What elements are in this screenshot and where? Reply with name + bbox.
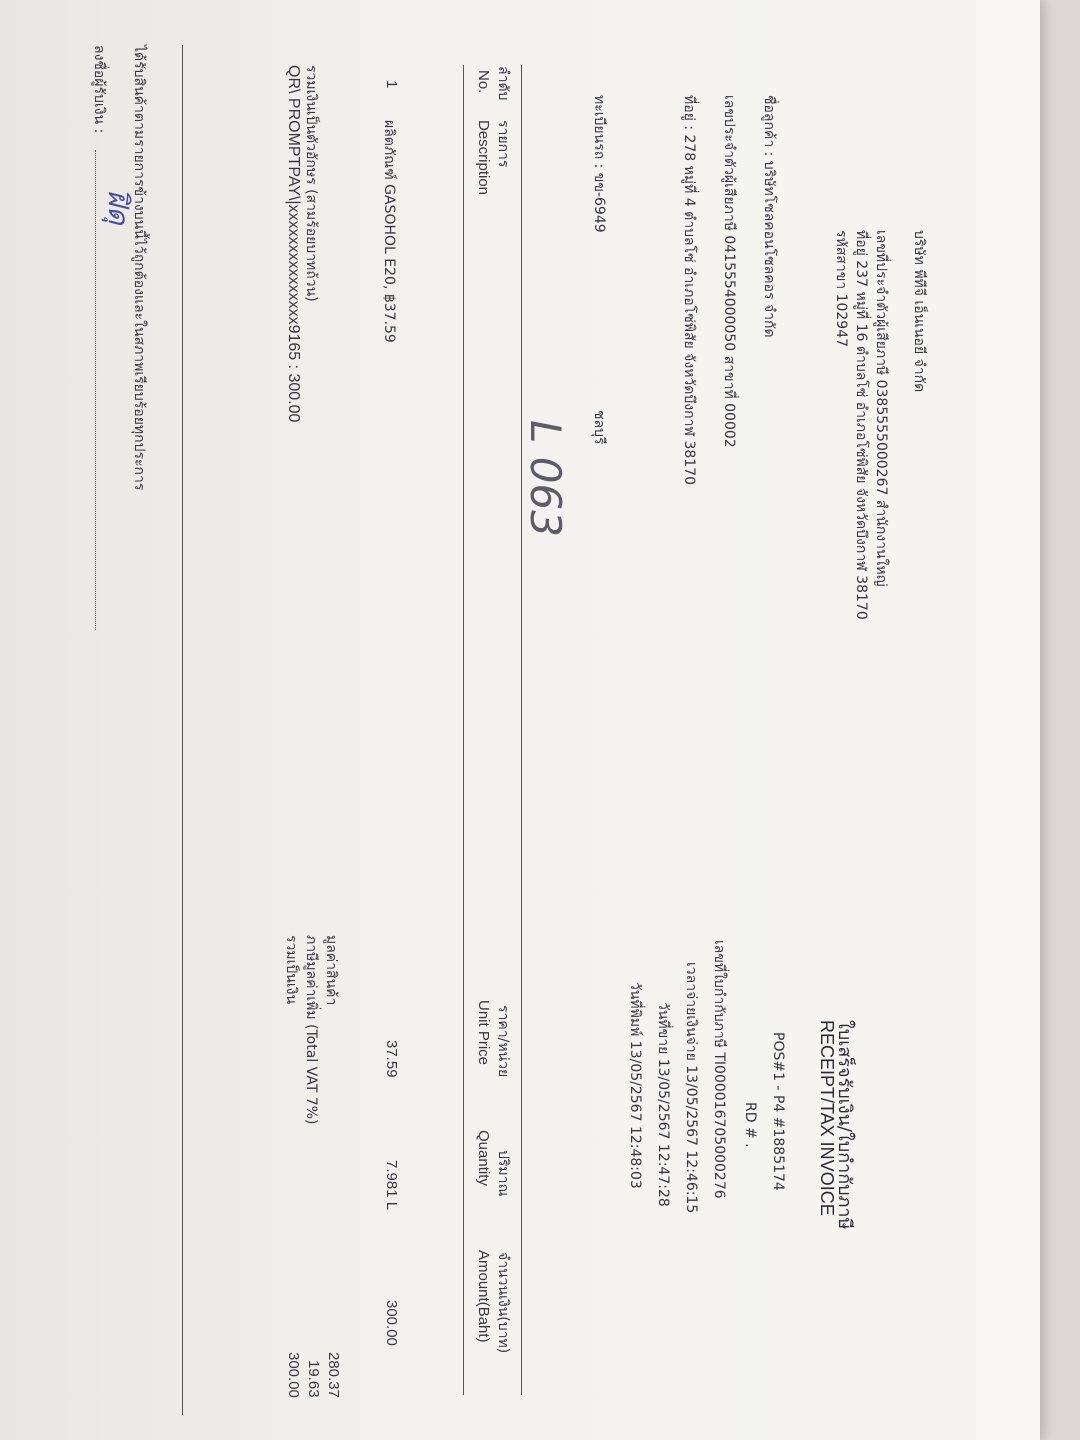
vat-value: 19.63 [305,1360,322,1398]
handwritten-note: L 063 [521,420,570,537]
col-desc-th: รายการ [495,120,511,168]
total-value: 300.00 [285,1352,302,1398]
payment-line: QR\ PROMPTPAY\|xxxxxxxxxxxxxxx9165 : 300.00 [285,65,302,423]
col-no-en: No. [475,70,492,94]
tax-invoice-number: เลขที่ใบกำกับภาษี TI000016705000276 [711,940,727,1199]
col-price-th: ราคา/หน่วย [495,1005,511,1078]
col-qty-en: Quantity [475,1130,492,1186]
col-price-en: Unit Price [475,1000,492,1066]
customer-tax: เลขประจำตัวผู้เสียภาษี 0415554000050 สาขาที่ 00002 [721,95,737,448]
doc-title-en: RECEIPT/TAX INVOICE [817,1020,837,1216]
col-amount-en: Amount(Baht) [475,1250,492,1343]
row-no: 1 [383,80,400,89]
col-desc-en: Description [475,120,492,196]
seller-address: ที่อยู่ 237 หมู่ที่ 16 ตำบลโซ่ อำเภอโซ่พิสัย จังหวัดบึงกาฬ 38170 [853,230,869,620]
customer-name: ชื่อลูกค้า : บริษัทโซลคอนโซลคอร จำกัด [761,95,777,338]
received-statement: ได้รับสินค้าตามรายการข้างบนนี้ไว้ถูกต้องและในสภาพเรียบร้อยทุกประการ [131,45,147,491]
table-header-rule [463,65,464,1395]
col-qty-th: ปริมาณ [495,1150,511,1197]
doc-title-th: ใบเสร็จรับเงิน/ใบกำกับภาษี [834,1020,855,1230]
signature: ฝิดุ [102,190,135,225]
footer-rule [182,45,183,1415]
table-top-rule [521,65,522,1395]
date-print: วันที่พิมพ์ 13/05/2567 12:48:03 [627,982,643,1189]
seller-tax-line: เลขที่ประจำตัวผู้เสียภาษี 0385555000267 สำนักงานใหญ่ [873,230,889,587]
row-amount: 300.00 [383,1300,400,1346]
amount-in-words: รวมเงินเป็นตัวอักษร (สามร้อยบาทถ้วน) [303,65,319,302]
seller-branch: รหัสสาขา 102947 [833,230,849,348]
row-price: 37.59 [383,1040,400,1078]
row-desc: ผลิตภัณฑ์ GASOHOL E20, ฿37.59 [381,120,397,343]
subtotal-value: 280.37 [325,1352,342,1398]
customer-address: ที่อยู่ : 278 หมู่ที่ 4 ตำบลโซ่ อำเภอโซ่พิสัย จังหวัดบึงกาฬ 38170 [681,95,697,485]
vat-label: ภาษีมูลค่าเพิ่ม (Total VAT 7%) [303,935,319,1125]
customer-plate: ทะเบียนรถ : ขข-6949 [591,95,607,233]
customer-province: ชลบุรี [591,410,607,445]
subtotal-label: มูลค่าสินค้า [323,935,339,1006]
row-qty: 7.981 L [383,1160,400,1211]
rd-number: RD # . [742,1102,758,1148]
col-amount-th: จำนวนเงิน(บาท) [495,1252,511,1354]
pos-number: POS#1 - P4 #1885174 [770,1032,786,1191]
time-paid: เวลาจ่ายเงินจ่าย 13/05/2567 12:46:15 [683,962,699,1214]
seller-name: บริษัท พีทีจี เอ็นเนอยี จำกัด [911,230,927,393]
total-label: รวมเป็นเงิน [283,935,299,1005]
receiver-label: ลงชื่อผู้รับเงิน : [91,45,107,134]
col-no-th: ลำดับ [495,66,511,101]
date-sale: วันที่ขาย 13/05/2567 12:47:28 [655,1002,671,1207]
